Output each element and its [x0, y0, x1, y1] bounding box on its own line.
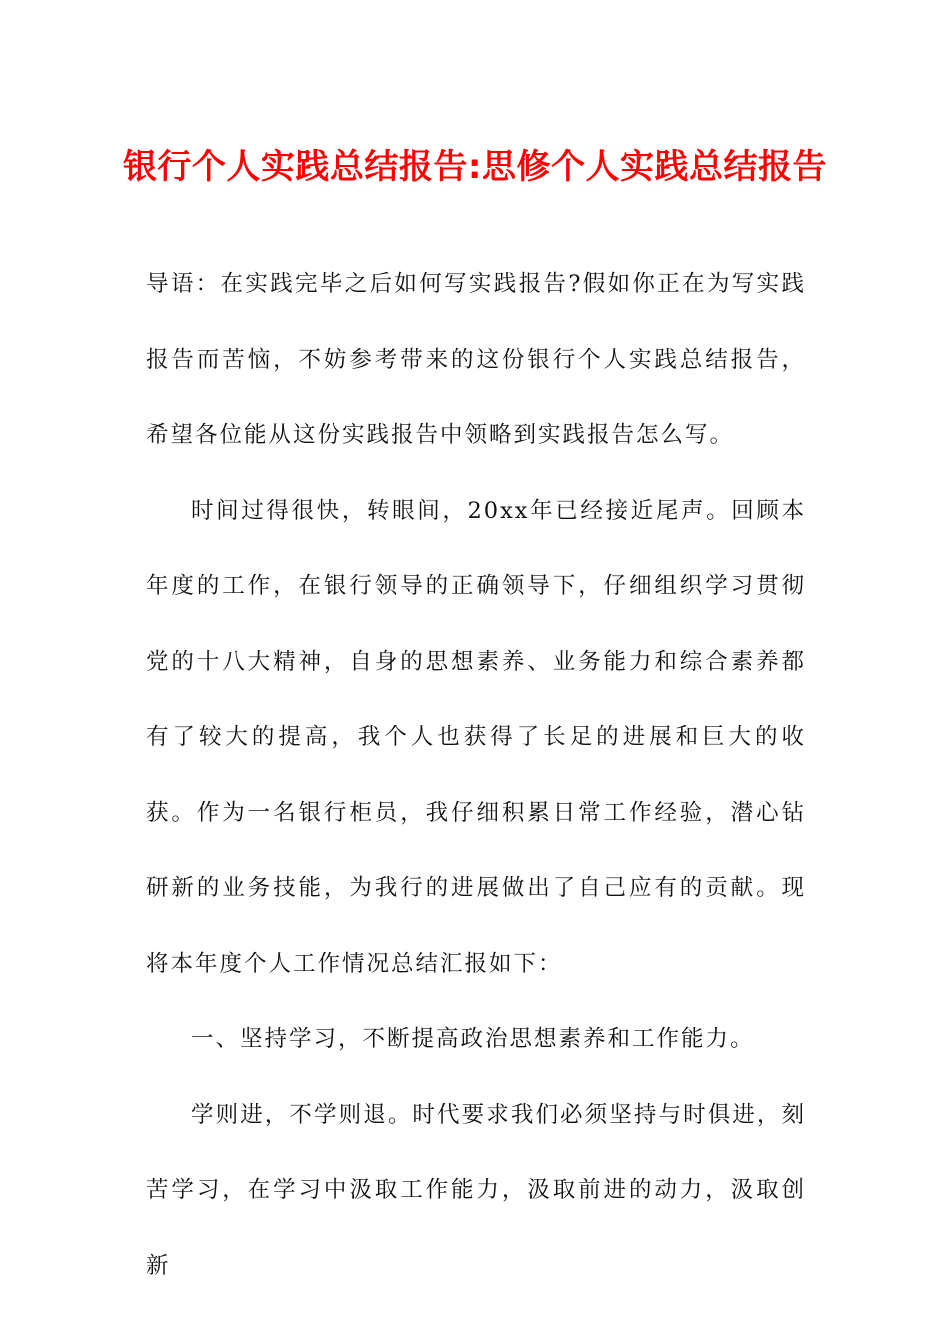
document-body [146, 247, 806, 1304]
paragraph: 学则进，不学则退。时代要求我们必须坚持与时俱进，刻苦学习，在学习中汲取工作能力，汲取前进的动力，汲取创新 [146, 1101, 806, 1279]
document-title: 银行个人实践总结报告:思修个人实践总结报告 [122, 147, 828, 187]
paragraph-intro: 导语：在实践完毕之后如何写实践报告?假如你正在为写实践报告而苦恼，不妨参考带来的这份银行个人实践总结报告，希望各位能从这份实践报告中领略到实践报告怎么写。 [146, 271, 806, 448]
paragraph: 时间过得很快，转眼间，20xx年已经接近尾声。回顾本年度的工作，在银行领导的正确领导下，仔细组织学习贯彻党的十八大精神，自身的思想素养、业务能力和综合素养都有了较大的提高，我个人也获得了长足的进展和巨大的收获。作为一名银行柜员，我仔细积累日常工作经验，潜心钻研新的业务技能，为我行的进展做出了自己应有的贡献。现将本年度个人工作情况总结汇报如下： [146, 497, 806, 977]
section-heading: 一、坚持学习，不断提高政治思想素养和工作能力。 [191, 1026, 755, 1052]
